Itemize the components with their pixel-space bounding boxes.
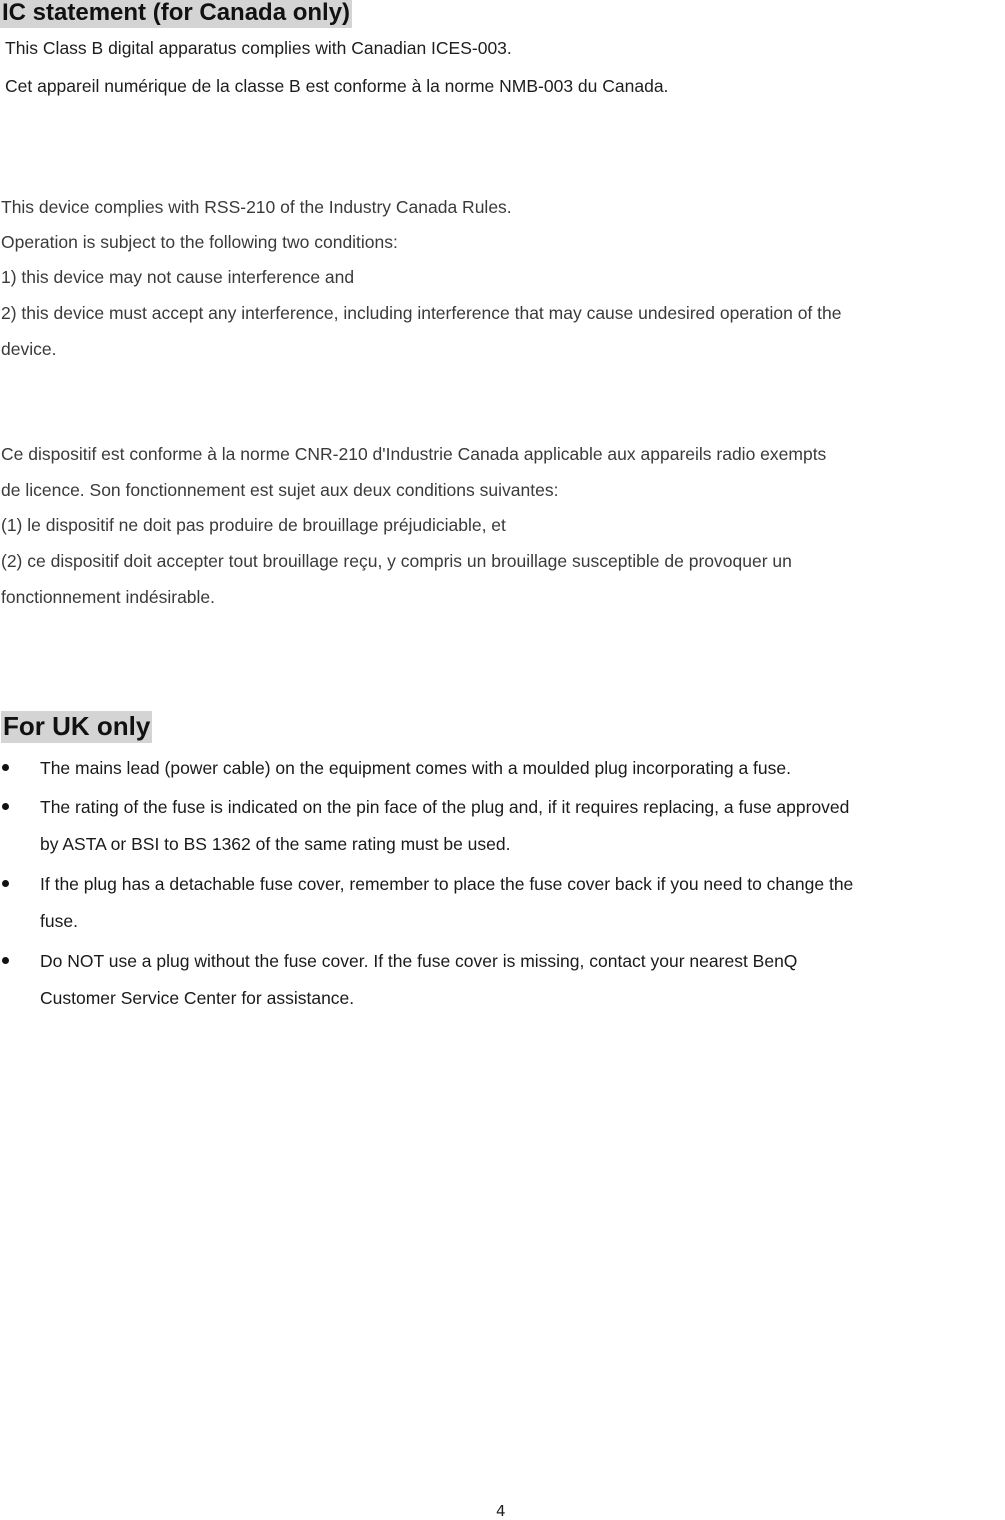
uk-bullet-3-line-2: fuse. xyxy=(40,911,78,931)
rss-line-3: 1) this device may not cause interference and xyxy=(1,267,355,287)
uk-bullet-3-line-1: If the plug has a detachable fuse cover, remember to place the fuse cover back if you need to change the xyxy=(40,874,854,894)
uk-bullet-4-line-2: Customer Service Center for assistance. xyxy=(40,988,355,1008)
cnr-line-1: Ce dispositif est conforme à la norme CNR-210 d'Industrie Canada applicable aux appareils radio exempts xyxy=(1,444,827,464)
bullet-icon xyxy=(2,803,9,810)
uk-bullet-2-line-1: The rating of the fuse is indicated on the pin face of the plug and, if it requires replacing, a fuse approved xyxy=(40,797,850,817)
rss-line-4: 2) this device must accept any interference, including interference that may cause undesired operation of the xyxy=(1,303,842,323)
bullet-icon xyxy=(2,764,9,771)
uk-bullet-4-line-1: Do NOT use a plug without the fuse cover. If the fuse cover is missing, contact your nearest BenQ xyxy=(40,951,798,971)
ic-line-french: Cet appareil numérique de la classe B est conforme à la norme NMB-003 du Canada. xyxy=(5,76,669,96)
rss-line-1: This device complies with RSS-210 of the Industry Canada Rules. xyxy=(1,197,512,217)
bullet-icon xyxy=(2,957,9,964)
bullet-icon xyxy=(2,880,9,887)
cnr-line-5: fonctionnement indésirable. xyxy=(1,587,216,607)
page-number: 4 xyxy=(496,1502,506,1520)
uk-bullet-2-line-2: by ASTA or BSI to BS 1362 of the same rating must be used. xyxy=(40,834,511,854)
cnr-line-3: (1) le dispositif ne doit pas produire de brouillage préjudiciable, et xyxy=(1,515,506,535)
cnr-line-4: (2) ce dispositif doit accepter tout brouillage reçu, y compris un brouillage susceptible de provoquer un xyxy=(1,551,792,571)
ic-line-english: This Class B digital apparatus complies with Canadian ICES-003. xyxy=(5,38,512,58)
cnr-line-2: de licence. Son fonctionnement est sujet aux deux conditions suivantes: xyxy=(1,480,559,500)
uk-only-heading: For UK only xyxy=(3,711,151,741)
uk-bullet-1-line-1: The mains lead (power cable) on the equipment comes with a moulded plug incorporating a fuse. xyxy=(40,758,791,778)
rss-line-5: device. xyxy=(1,339,57,359)
ic-statement-heading: IC statement (for Canada only) xyxy=(2,0,351,26)
rss-line-2: Operation is subject to the following two conditions: xyxy=(1,232,398,252)
